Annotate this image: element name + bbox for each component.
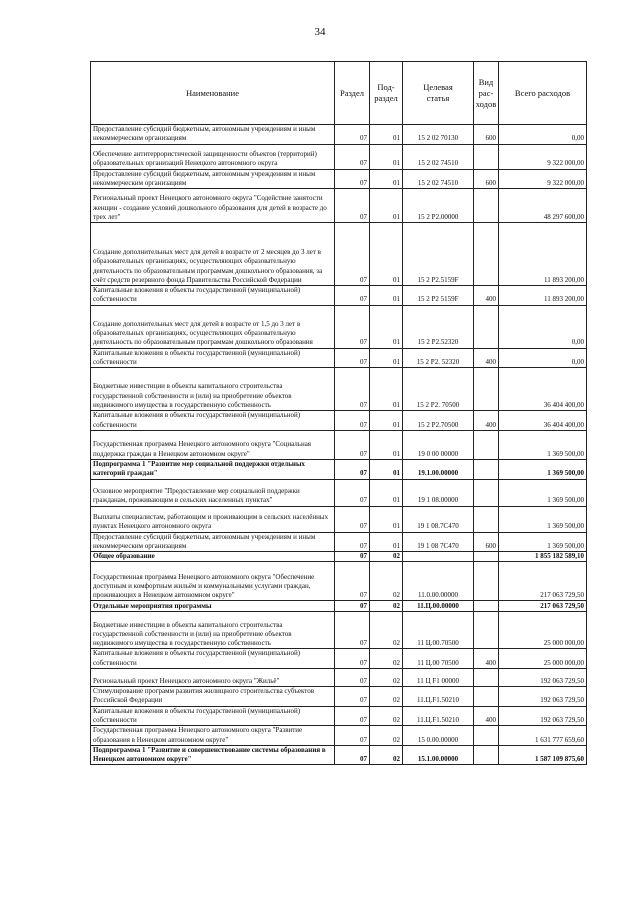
row-expense-kind: 400 [474, 348, 499, 368]
table-row [91, 726, 587, 746]
row-expense-kind [474, 305, 499, 348]
row-section: 07 [335, 348, 370, 368]
row-section: 07 [335, 459, 370, 479]
row-total: 0,00 [499, 348, 587, 368]
row-total: 1 369 500,00 [499, 430, 587, 459]
table-row [91, 687, 587, 707]
row-subsection: 02 [370, 562, 403, 601]
row-subsection: 01 [370, 459, 403, 479]
row-subsection: 01 [370, 189, 403, 223]
row-name: Предоставление субсидий бюджетным, автономным учреждениям и иным некоммерческим организациям [91, 532, 335, 552]
row-subsection: 01 [370, 144, 403, 169]
row-name: Государственная программа Ненецкого автономного округа "Обеспечение доступным и комфортным жильём и коммунальными услугами граждан, проживающих в Ненецком автономном округе" [91, 562, 335, 601]
row-target-article: 19 1 08 7С470 [403, 532, 474, 552]
row-name: Отдельные мероприятия программы [91, 601, 335, 612]
row-subsection: 01 [370, 223, 403, 286]
row-total: 192 063 729,50 [499, 687, 587, 707]
header-name: Наименование [91, 62, 335, 125]
row-target-article: 15 2 Р2.52320 [403, 305, 474, 348]
row-expense-kind [474, 562, 499, 601]
row-total: 11 893 200,00 [499, 223, 587, 286]
row-name: Бюджетные инвестиции в объекты капитального строительства государственной собственности и (или) на приобретение объектов недвижимого имущества в государственную собственность [91, 368, 335, 411]
table-row [91, 411, 587, 431]
row-name: Капитальные вложения в объекты государственной (муниципальной) собственности [91, 348, 335, 368]
row-name: Капитальные вложения в объекты государственной (муниципальной) собственности [91, 411, 335, 431]
row-section: 07 [335, 169, 370, 189]
row-subsection: 01 [370, 305, 403, 348]
row-section: 07 [335, 745, 370, 765]
table-row [91, 189, 587, 223]
row-target-article: 19 1 08.00000 [403, 479, 474, 506]
row-expense-kind: 600 [474, 532, 499, 552]
table-row [91, 305, 587, 348]
row-expense-kind [474, 459, 499, 479]
row-target-article: 11.Ц.00.00000 [403, 601, 474, 612]
row-expense-kind: 400 [474, 649, 499, 669]
row-expense-kind [474, 687, 499, 707]
row-total: 1 855 182 589,10 [499, 552, 587, 562]
row-target-article: 15 0.00.00000 [403, 726, 474, 746]
table-row [91, 532, 587, 552]
row-section: 07 [335, 706, 370, 726]
row-name: Подпрограмма 1 "Развитие мер социальной поддержки отдельных категорий граждан" [91, 459, 335, 479]
row-subsection: 01 [370, 348, 403, 368]
row-total: 192 063 729,50 [499, 669, 587, 687]
row-expense-kind [474, 189, 499, 223]
row-target-article: 15.1.00.00000 [403, 745, 474, 765]
row-total: 9 322 000,00 [499, 144, 587, 169]
row-expense-kind [474, 612, 499, 649]
row-target-article: 11 Ц F1 00000 [403, 669, 474, 687]
row-name: Предоставление субсидий бюджетным, автономным учреждениям и иным некоммерческим организациям [91, 169, 335, 189]
row-section: 07 [335, 189, 370, 223]
table-row [91, 286, 587, 306]
row-total: 1 369 500,00 [499, 506, 587, 532]
table-row [91, 669, 587, 687]
row-target-article: 15 2 Р2. 70500 [403, 368, 474, 411]
row-section: 07 [335, 726, 370, 746]
row-name: Капитальные вложения в объекты государственной (муниципальной) собственности [91, 286, 335, 306]
row-section: 07 [335, 669, 370, 687]
row-section: 07 [335, 562, 370, 601]
row-expense-kind [474, 223, 499, 286]
table-row [91, 612, 587, 649]
row-total: 217 063 729,50 [499, 601, 587, 612]
row-subsection: 01 [370, 169, 403, 189]
header-section: Раздел [335, 62, 370, 125]
row-section: 07 [335, 612, 370, 649]
table-row [91, 552, 587, 562]
row-name: Создание дополнительных мест для детей в возрасте от 2 месяцев до 3 лет в образовательных организациях, осуществляющих образовательную деятельность по образовательным программам дошкольного образования, за счёт средств резервного фонда Правительства Российской Федерации [91, 223, 335, 286]
row-subsection: 01 [370, 532, 403, 552]
row-total: 36 404 400,00 [499, 411, 587, 431]
row-total: 48 297 600,00 [499, 189, 587, 223]
header-expense-kind: Вид рас- ходов [474, 62, 499, 125]
header-target-article: Целевая статья [403, 62, 474, 125]
row-subsection: 02 [370, 601, 403, 612]
row-subsection: 02 [370, 687, 403, 707]
row-section: 07 [335, 223, 370, 286]
row-total: 36 404 400,00 [499, 368, 587, 411]
row-name: Региональный проект Ненецкого автономного округа "Содействие занятости женщин - создание условий дошкольного образования для детей в возрасте до трех лет" [91, 189, 335, 223]
row-subsection: 02 [370, 612, 403, 649]
row-section: 07 [335, 532, 370, 552]
row-expense-kind [474, 745, 499, 765]
row-total: 25 000 000,00 [499, 612, 587, 649]
table-row [91, 562, 587, 601]
row-target-article: 11 Ц.00.70500 [403, 612, 474, 649]
row-expense-kind [474, 144, 499, 169]
row-section: 07 [335, 286, 370, 306]
row-subsection: 02 [370, 552, 403, 562]
row-total: 0,00 [499, 305, 587, 348]
row-name: Предоставление субсидий бюджетным, автономным учреждениям и иным некоммерческим организациям [91, 125, 335, 145]
row-target-article: 15 2 02 74510 [403, 169, 474, 189]
row-name: Создание дополнительных мест для детей в возрасте от 1,5 до 3 лет в образовательных организациях, осуществляющих образовательную деятельность по образовательным программам дошкольного образования [91, 305, 335, 348]
row-total: 9 322 000,00 [499, 169, 587, 189]
table-row [91, 601, 587, 612]
table-row [91, 649, 587, 669]
row-target-article: 15 2 Р2. 52320 [403, 348, 474, 368]
row-name: Государственная программа Ненецкого автономного округа "Социальная поддержка граждан в Ненецком автономном округе" [91, 430, 335, 459]
row-expense-kind [474, 368, 499, 411]
row-target-article: 15 2 02 70130 [403, 125, 474, 145]
row-subsection: 02 [370, 726, 403, 746]
row-total: 0,00 [499, 125, 587, 145]
row-subsection: 01 [370, 479, 403, 506]
row-target-article: 15 2 Р2.5159F [403, 223, 474, 286]
row-name: Региональный проект Ненецкого автономного округа "Жильё" [91, 669, 335, 687]
row-expense-kind [474, 479, 499, 506]
row-target-article: 15 2 02 74510 [403, 144, 474, 169]
table-row [91, 144, 587, 169]
row-section: 07 [335, 506, 370, 532]
table-row [91, 506, 587, 532]
row-section: 07 [335, 411, 370, 431]
table-row [91, 745, 587, 765]
row-total: 1 369 500,00 [499, 479, 587, 506]
row-total: 25 000 000,00 [499, 649, 587, 669]
table-row [91, 368, 587, 411]
row-subsection: 01 [370, 430, 403, 459]
table-row [91, 706, 587, 726]
row-subsection: 01 [370, 125, 403, 145]
row-subsection: 02 [370, 649, 403, 669]
row-name: Бюджетные инвестиции в объекты капитального строительства государственной собственности и (или) на приобретение объектов недвижимого имущества в государственную собственность [91, 612, 335, 649]
row-section: 07 [335, 368, 370, 411]
row-expense-kind: 400 [474, 411, 499, 431]
row-name: Выплаты специалистам, работающим и проживающим в сельских населённых пунктах Ненецкого автономного округа [91, 506, 335, 532]
row-section: 07 [335, 430, 370, 459]
row-section: 07 [335, 125, 370, 145]
row-section: 07 [335, 601, 370, 612]
row-expense-kind: 400 [474, 286, 499, 306]
row-section: 07 [335, 479, 370, 506]
row-total: 1 631 777 659,60 [499, 726, 587, 746]
row-subsection: 01 [370, 286, 403, 306]
row-target-article: 11.Ц.F1.50210 [403, 687, 474, 707]
table-row [91, 430, 587, 459]
row-expense-kind [474, 552, 499, 562]
row-name: Капитальные вложения в объекты государственной (муниципальной) собственности [91, 706, 335, 726]
row-total: 1 369 500,00 [499, 459, 587, 479]
header-subsection: Под- раздел [370, 62, 403, 125]
row-subsection: 02 [370, 706, 403, 726]
row-section: 07 [335, 305, 370, 348]
table-header-row [91, 62, 587, 125]
row-expense-kind [474, 669, 499, 687]
row-expense-kind [474, 726, 499, 746]
page-number: 34 [314, 26, 326, 38]
row-total: 1 369 500,00 [499, 532, 587, 552]
row-expense-kind: 600 [474, 125, 499, 145]
row-expense-kind [474, 506, 499, 532]
row-total: 217 063 729,50 [499, 562, 587, 601]
row-target-article: 19 0 00 00000 [403, 430, 474, 459]
row-target-article: 15 2 Р2.70500 [403, 411, 474, 431]
table-row [91, 169, 587, 189]
row-section: 07 [335, 687, 370, 707]
row-target-article: 19.1.00.00000 [403, 459, 474, 479]
header-total: Всего расходов [499, 62, 587, 125]
row-name: Общее образование [91, 552, 335, 562]
row-expense-kind: 600 [474, 169, 499, 189]
row-total: 1 587 109 875,60 [499, 745, 587, 765]
row-section: 07 [335, 649, 370, 669]
table-row [91, 223, 587, 286]
row-expense-kind: 400 [474, 706, 499, 726]
row-total: 11 893 200,00 [499, 286, 587, 306]
table-row [91, 125, 587, 145]
row-subsection: 02 [370, 669, 403, 687]
row-section: 07 [335, 552, 370, 562]
table-row [91, 479, 587, 506]
row-target-article: 19 1 08.7С470 [403, 506, 474, 532]
budget-table [90, 61, 587, 765]
row-subsection: 01 [370, 368, 403, 411]
table-row [91, 459, 587, 479]
row-name: Основное мероприятие "Предоставление мер социальной поддержки гражданам, проживающим в сельских населенных пунктах" [91, 479, 335, 506]
row-name: Стимулирование программ развития жилищного строительства субъектов Российской Федерации [91, 687, 335, 707]
row-subsection: 01 [370, 506, 403, 532]
row-subsection: 02 [370, 745, 403, 765]
row-section: 07 [335, 144, 370, 169]
row-target-article: 11 Ц.00 70500 [403, 649, 474, 669]
row-total: 192 063 729,50 [499, 706, 587, 726]
row-target-article [403, 552, 474, 562]
row-expense-kind [474, 430, 499, 459]
row-name: Капитальные вложения в объекты государственной (муниципальной) собственности [91, 649, 335, 669]
row-target-article: 15 2 Р2.00000 [403, 189, 474, 223]
row-target-article: 11.0.00.00000 [403, 562, 474, 601]
row-name: Государственная программа Ненецкого автономного округа "Развитие образования в Ненецком автономном округе" [91, 726, 335, 746]
row-target-article: 11.Ц.F1.50210 [403, 706, 474, 726]
row-subsection: 01 [370, 411, 403, 431]
row-expense-kind [474, 601, 499, 612]
table-body [91, 125, 587, 765]
row-name: Подпрограмма 1 "Развитие и совершенствование системы образования в Ненецком автономном округе" [91, 745, 335, 765]
row-name: Обеспечение антитеррористической защищенности объектов (территорий) образовательных организаций Ненецкого автономного округа [91, 144, 335, 169]
row-target-article: 15 2 Р2 5159F [403, 286, 474, 306]
table-row [91, 348, 587, 368]
